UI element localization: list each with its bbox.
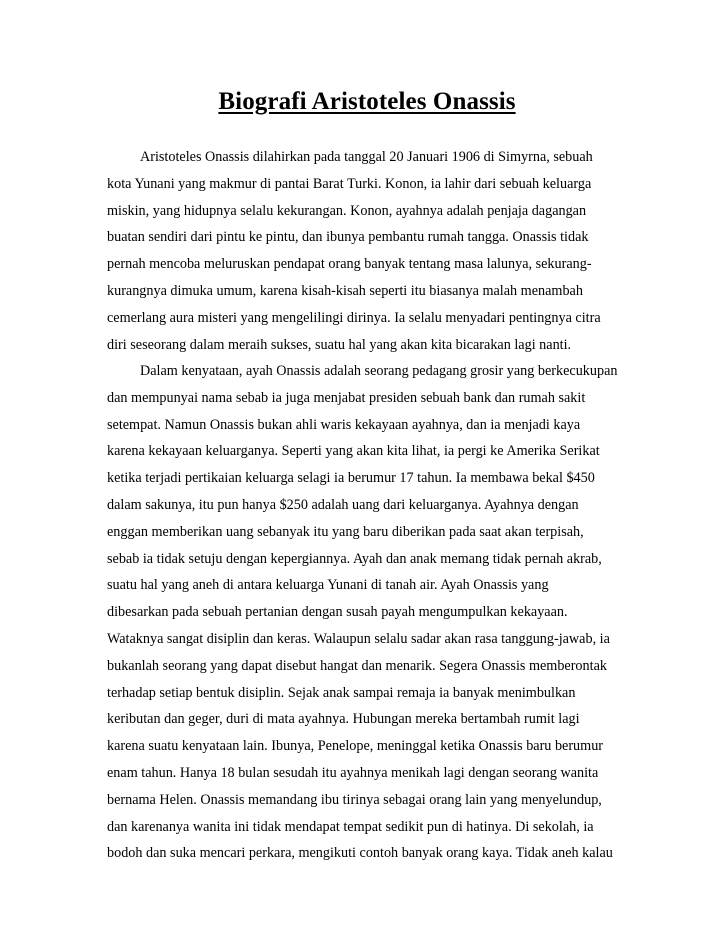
text-line: dan karenanya wanita ini tidak mendapat tempat sedikit pun di hatinya. Di sekolah, ia — [107, 818, 594, 835]
text-line: Wataknya sangat disiplin dan keras. Walaupun selalu sadar akan rasa tanggung-jawab, ia — [107, 631, 610, 647]
text-line: kota Yunani yang makmur di pantai Barat Turki. Konon, ia lahir dari sebuah keluarga — [107, 175, 592, 192]
text-line: miskin, yang hidupnya selalu kekurangan. Konon, ayahnya adalah penjaja dagangan — [107, 202, 587, 219]
text-line: suatu hal yang aneh di antara keluarga Yunani di tanah air. Ayah Onassis yang — [107, 577, 549, 594]
paragraph-3 — [107, 626, 625, 867]
text-line: terhadap setiap bentuk disiplin. Sejak anak sampai remaja ia banyak menimbulkan — [107, 684, 576, 701]
text-line: sebab ia tidak setuju dengan kepergiannya. Ayah dan anak memang tidak pernah akrab, — [107, 550, 602, 567]
text-line: enggan memberikan uang sebanyak itu yang baru diberikan pada saat akan terpisah, — [107, 523, 584, 540]
text-line: pernah mencoba meluruskan pendapat orang banyak tentang masa lalunya, sekurang- — [107, 256, 592, 273]
text-line: ketika terjadi pertikaian keluarga selagi ia berumur 17 tahun. Ia membawa bekal $450 — [107, 470, 595, 487]
text-line: Aristoteles Onassis dilahirkan pada tanggal 20 Januari 1906 di Simyrna, sebuah — [140, 149, 593, 165]
text-line: dibesarkan pada sebuah pertanian dengan susah payah mengumpulkan kekayaan. — [107, 604, 568, 621]
text-line: dalam sakunya, itu pun hanya $250 adalah uang dari keluarganya. Ayahnya dengan — [107, 496, 579, 513]
document-title: Biografi Aristoteles Onassis — [218, 88, 516, 115]
text-line: diri seseorang dalam meraih sukses, suatu hal yang akan kita bicarakan lagi nanti. — [107, 336, 572, 353]
paragraph-1 — [107, 144, 625, 358]
text-line: bukanlah seorang yang dapat disebut hangat dan menarik. Segera Onassis memberontak — [107, 657, 607, 674]
text-line: bodoh dan suka mencari perkara, mengikuti contoh banyak orang kaya. Tidak aneh kalau — [107, 845, 613, 862]
text-line: setempat. Namun Onassis bukan ahli waris kekayaan ayahnya, dan ia menjadi kaya — [107, 416, 581, 433]
text-line: bernama Helen. Onassis memandang ibu tirinya sebagai orang lain yang menyelundup, — [107, 791, 602, 808]
text-line: karena suatu kenyataan lain. Ibunya, Penelope, meninggal ketika Onassis baru berumur — [107, 738, 604, 755]
text-line: Dalam kenyataan, ayah Onassis adalah seorang pedagang grosir yang berkecukupan — [140, 363, 618, 379]
text-line: cemerlang aura misteri yang mengelilingi dirinya. Ia selalu menyadari pentingnya citra — [107, 309, 601, 326]
text-line: karena kekayaan keluarganya. Seperti yang akan kita lihat, ia pergi ke Amerika Serikat — [107, 443, 600, 460]
text-line: buatan sendiri dari pintu ke pintu, dan ibunya pembantu rumah tangga. Onassis tidak — [107, 229, 589, 246]
text-line: dan mempunyai nama sebab ia juga menjabat presiden sebuah bank dan rumah sakit — [107, 389, 586, 406]
paragraph-2 — [107, 358, 625, 626]
text-line: kurangnya dimuka umum, karena kisah-kisah seperti itu biasanya malah menambah — [107, 282, 583, 299]
text-line: enam tahun. Hanya 18 bulan sesudah itu ayahnya menikah lagi dengan seorang wanita — [107, 764, 599, 781]
text-line: keributan dan geger, duri di mata ayahnya. Hubungan mereka bertambah rumit lagi — [107, 711, 580, 728]
